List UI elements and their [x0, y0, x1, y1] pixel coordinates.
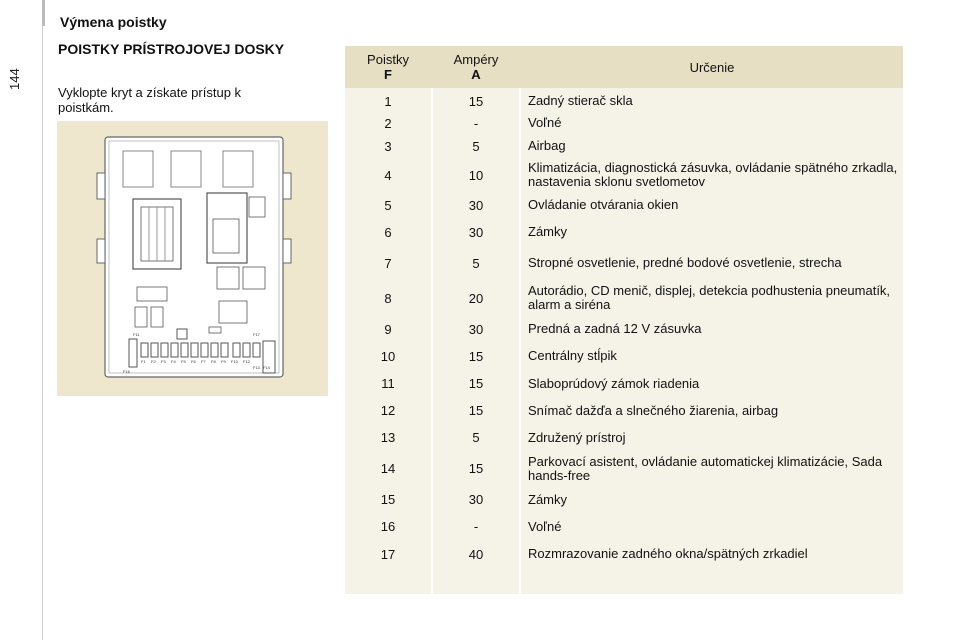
table-row — [345, 513, 903, 540]
amperage: 30 — [468, 321, 484, 337]
header-amps-label: Ampéry — [453, 52, 499, 67]
fuse-number: 3 — [384, 138, 392, 154]
fuse-number: 11 — [381, 376, 395, 391]
fuse-table — [345, 46, 903, 594]
fuse-label-f4: F4 — [171, 359, 176, 364]
table-row — [345, 370, 903, 397]
header-amps — [433, 46, 519, 88]
amperage: 40 — [468, 546, 484, 562]
fuse-purpose: Parkovací asistent, ovládanie automatickej klimatizácie, Sada hands-free — [528, 453, 883, 483]
table-row — [345, 112, 903, 134]
fuse-label-f12: F12 — [243, 359, 250, 364]
table-row — [345, 397, 903, 424]
table-header — [345, 46, 903, 88]
fuse-purpose: Snímač dažďa a slnečného žiarenia, airbag — [528, 402, 779, 418]
fuse-label-f1: F1 — [141, 359, 146, 364]
fuse-number: 17 — [380, 546, 396, 562]
amperage: 30 — [468, 197, 484, 213]
fuse-label-f10: F10 — [231, 359, 238, 364]
fuse-box-diagram — [57, 121, 328, 396]
table-row — [345, 316, 903, 342]
fuse-label-f11: F11 — [133, 332, 140, 337]
table-row — [345, 451, 903, 486]
fuse-number: 4 — [384, 167, 392, 183]
amperage: 20 — [468, 290, 484, 306]
amperage: 5 — [472, 430, 480, 445]
fuse-box-illustration — [57, 121, 328, 396]
amperage: 15 — [468, 461, 484, 476]
fuse-number: 5 — [384, 197, 392, 213]
fuse-purpose: Zadný stierač skla — [528, 93, 633, 108]
fuse-label-f14: F14 — [263, 365, 270, 370]
fuse-number: 14 — [380, 461, 396, 476]
fuse-label-f17: F17 — [253, 332, 260, 337]
fuse-purpose: Zámky — [528, 224, 567, 239]
header-fuse-label: Poistky — [367, 52, 409, 67]
amperage: - — [473, 519, 479, 534]
fuse-number: 10 — [380, 348, 396, 364]
table-row — [345, 90, 903, 112]
fuse-number: 1 — [384, 93, 392, 109]
fuse-purpose: Rozmrazovanie zadného okna/spätných zrkadiel — [528, 546, 808, 561]
table-row — [345, 424, 903, 451]
fuse-purpose: Slaboprúdový zámok riadenia — [528, 375, 700, 391]
fuse-purpose: Airbag — [528, 138, 566, 153]
margin-rule — [42, 0, 43, 640]
table-row — [345, 540, 903, 568]
fuse-number: 7 — [384, 255, 392, 271]
fuse-label-f7: F7 — [201, 359, 206, 364]
fuse-number: 16 — [380, 519, 396, 534]
table-row — [345, 280, 903, 316]
amperage: 5 — [472, 255, 480, 271]
fuse-number: 2 — [384, 115, 392, 131]
table-row — [345, 486, 903, 513]
fuse-purpose: Predná a zadná 12 V zásuvka — [528, 321, 702, 336]
fuse-label-f9: F9 — [221, 359, 226, 364]
intro-text: Vyklopte kryt a získate prístup k poistkám. — [58, 85, 242, 115]
fuse-label-f3: F3 — [161, 359, 166, 364]
amperage: 15 — [468, 403, 484, 418]
fuse-label-f6: F6 — [191, 359, 196, 364]
fuse-label-f5: F5 — [181, 359, 186, 364]
fuse-label-f13: F13 — [253, 365, 260, 370]
table-row — [345, 134, 903, 158]
table-row — [345, 158, 903, 192]
fuse-purpose: Voľné — [528, 518, 562, 534]
fuse-purpose: Zámky — [528, 491, 567, 507]
amperage: 15 — [468, 376, 484, 391]
header-purpose-label: Určenie — [689, 59, 735, 75]
margin-rule-accent — [42, 0, 45, 26]
fuse-number: 13 — [380, 430, 396, 445]
table-row — [345, 246, 903, 280]
fuse-purpose: Stropné osvetlenie, predné bodové osvetlenie, strecha — [528, 255, 842, 270]
amperage: 5 — [472, 138, 480, 154]
amperage: - — [473, 115, 479, 131]
amperage: 30 — [468, 224, 484, 240]
fuse-purpose: Voľné — [528, 115, 562, 130]
header-amps-sub: A — [471, 67, 481, 82]
fuse-label-f2: F2 — [151, 359, 156, 364]
table-row — [345, 192, 903, 218]
header-purpose — [521, 46, 903, 88]
fuse-purpose: Autorádio, CD menič, displej, detekcia podhustenia pneumatík, alarm a siréna — [528, 283, 891, 312]
fuse-number: 6 — [384, 224, 392, 240]
fuse-label-f8: F8 — [211, 359, 216, 364]
fuse-purpose: Centrálny stĺpik — [528, 348, 617, 363]
header-fuse-sub: F — [384, 67, 392, 82]
page-number: 144 — [7, 68, 22, 90]
table-row — [345, 342, 903, 370]
fuse-purpose: Združený prístroj — [528, 429, 626, 445]
fuse-purpose: Klimatizácia, diagnostická zásuvka, ovládanie spätného zrkadla, nastavenia sklonu svetlometov — [528, 160, 898, 189]
amperage: 15 — [468, 93, 484, 109]
fuse-number: 8 — [384, 290, 392, 306]
amperage: 10 — [468, 167, 484, 183]
fuse-purpose: Ovládanie otvárania okien — [528, 197, 679, 212]
table-row — [345, 218, 903, 246]
section-title: Výmena poistky — [60, 14, 167, 30]
amperage: 30 — [468, 492, 484, 507]
amperage: 15 — [468, 348, 484, 364]
fuse-number: 15 — [380, 492, 396, 507]
page-heading: POISTKY PRÍSTROJOVEJ DOSKY — [58, 41, 285, 57]
fuse-label-f16: F16 — [123, 369, 130, 374]
fuse-number: 12 — [380, 403, 396, 418]
header-fuse — [345, 46, 431, 88]
fuse-number: 9 — [384, 321, 392, 337]
